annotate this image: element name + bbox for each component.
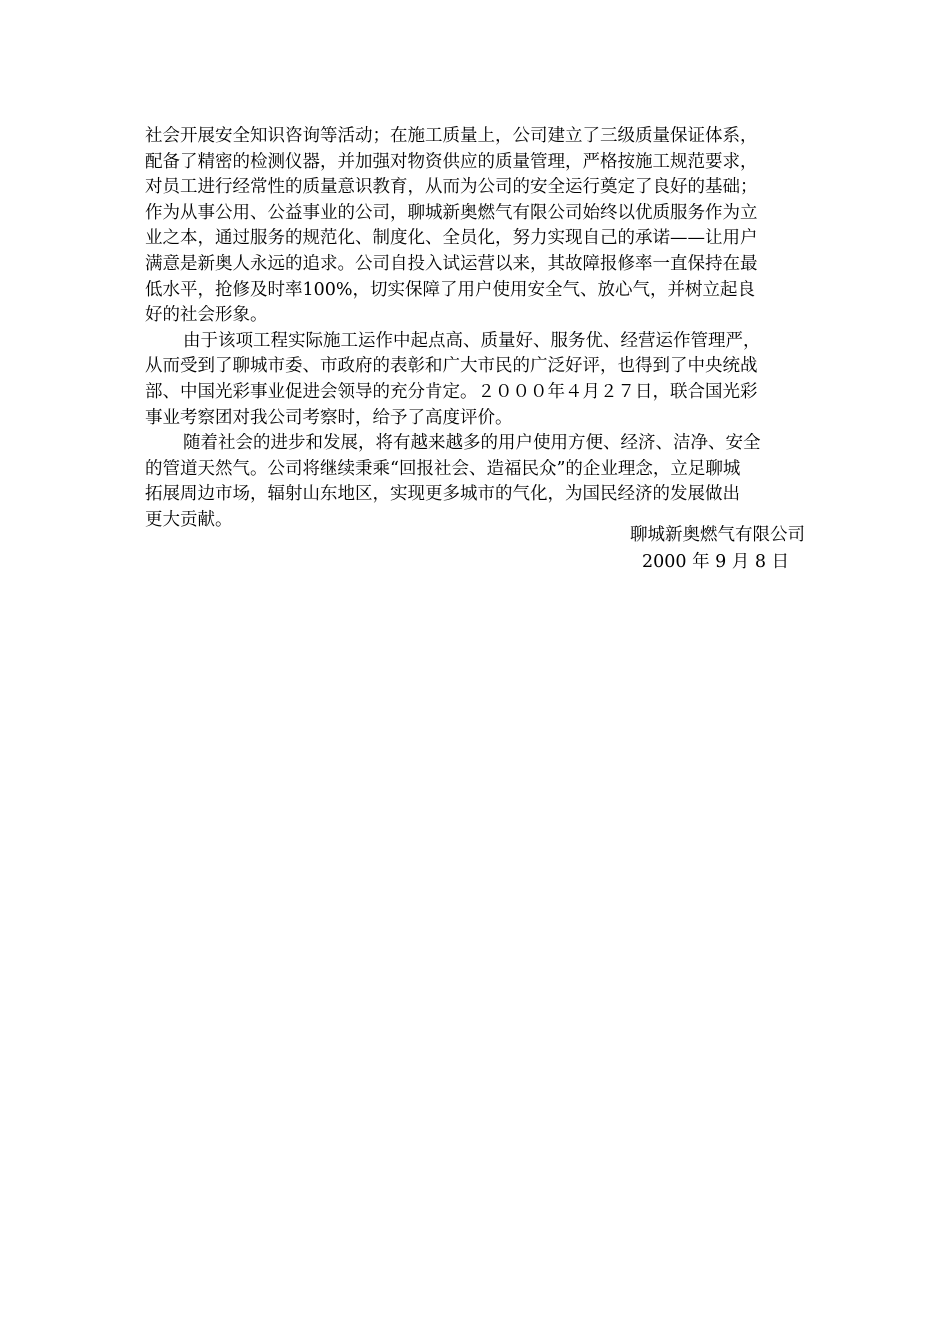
signature-block <box>560 522 810 576</box>
paragraph-1-line-2: 配备了精密的检测仪器，并加强对物资供应的质量管理，严格按施工规范要求， <box>145 151 758 172</box>
paragraph-3-line-4: 更大贡献。 <box>145 509 233 530</box>
paragraph-1-line-4: 作为从事公用、公益事业的公司，聊城新奥燃气有限公司始终以优质服务作为立 <box>145 202 758 223</box>
body-text <box>145 124 815 534</box>
signature-company: 聊城新奥燃气有限公司 <box>630 525 805 545</box>
paragraph-3-line-3: 拓展周边市场，辐射山东地区，实现更多城市的气化，为国民经济的发展做出 <box>145 484 740 505</box>
paragraph-1-line-8: 好的社会形象。 <box>145 305 268 326</box>
paragraph-1-line-3: 对员工进行经常性的质量意识教育，从而为公司的安全运行奠定了良好的基础； <box>145 177 758 198</box>
signature-date: 2000 年 9 月 8 日 <box>642 552 790 572</box>
paragraph-3-line-1: 随着社会的进步和发展，将有越来越多的用户使用方便、经济、洁净、安全 <box>183 433 761 454</box>
paragraph-1-line-1: 社会开展安全知识咨询等活动；在施工质量上，公司建立了三级质量保证体系， <box>145 126 758 146</box>
paragraph-1-line-6: 满意是新奥人永远的追求。公司自投入试运营以来，其故障报修率一直保持在最 <box>145 253 758 274</box>
paragraph-2-line-2: 从而受到了聊城市委、市政府的表彰和广大市民的广泛好评，也得到了中央统战 <box>145 356 758 377</box>
paragraph-2-line-4: 事业考察团对我公司考察时，给予了高度评价。 <box>145 407 513 428</box>
paragraph-2-line-3: 部、中国光彩事业促进会领导的充分肯定。２０００年４月２７日，联合国光彩 <box>145 381 758 402</box>
paragraph-1-line-5: 业之本，通过服务的规范化、制度化、全员化，努力实现自己的承诺——让用户 <box>145 228 758 249</box>
paragraph-3-line-2: 的管道天然气。公司将继续秉乘“回报社会、造福民众”的企业理念，立足聊城 <box>145 458 741 479</box>
paragraph-2-line-1: 由于该项工程实际施工运作中起点高、质量好、服务优、经营运作管理严， <box>183 330 761 351</box>
paragraph-1-line-7: 低水平，抢修及时率100%，切实保障了用户使用安全气、放心气，并树立起良 <box>145 279 756 300</box>
